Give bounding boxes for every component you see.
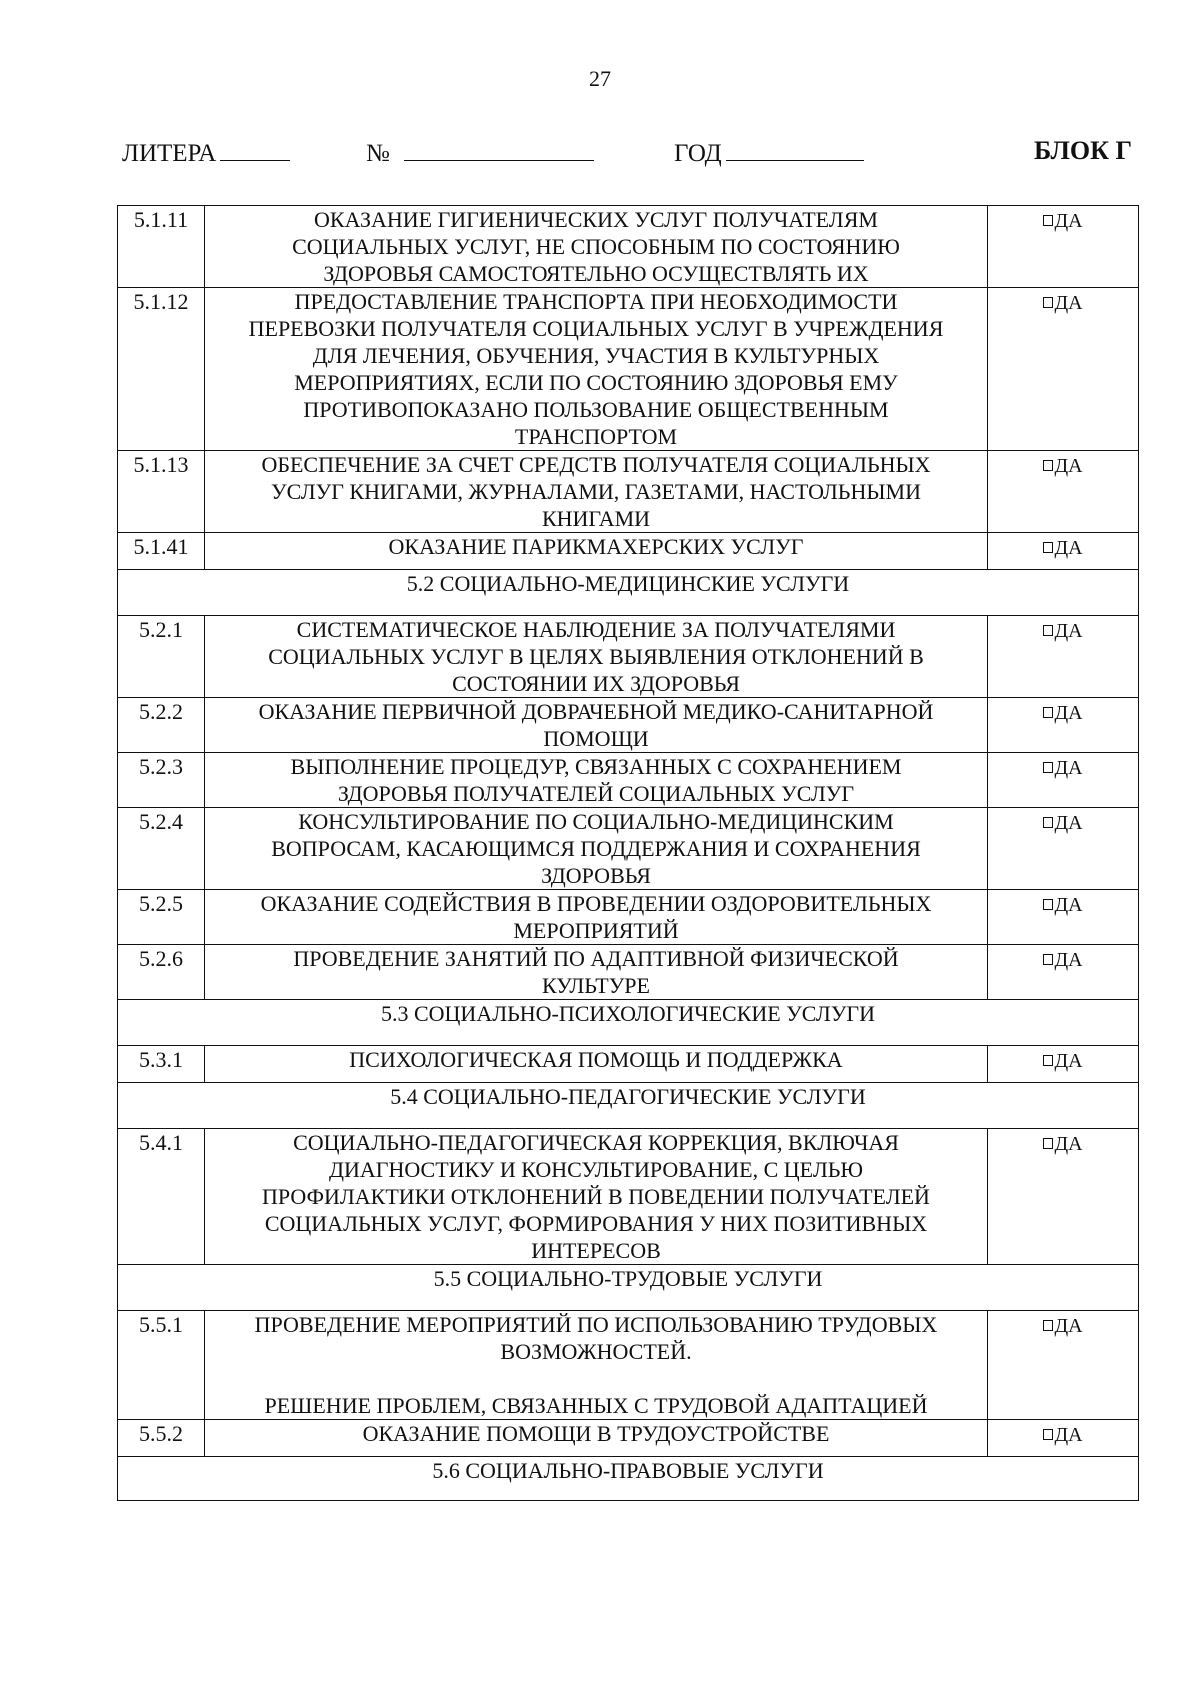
service-description: [205, 1129, 988, 1265]
yes-checkbox-cell[interactable]: [988, 890, 1139, 945]
service-code: 5.1.13: [118, 451, 205, 533]
yes-label: ДА: [1054, 949, 1083, 971]
yes-checkbox-cell[interactable]: [988, 616, 1139, 698]
service-code: 5.2.3: [118, 753, 205, 808]
description-line: ДИАГНОСТИКУ И КОНСУЛЬТИРОВАНИЕ, С ЦЕЛЬЮ: [328, 1157, 863, 1182]
checkbox-square-icon[interactable]: [1043, 1429, 1053, 1440]
yes-checkbox-cell[interactable]: [988, 533, 1139, 570]
service-row: [118, 890, 1139, 945]
block-label: БЛОК Г: [1033, 136, 1132, 165]
litera-label: ЛИТЕРА: [122, 140, 217, 167]
section-title: 5.3 СОЦИАЛЬНО-ПСИХОЛОГИЧЕСКИЕ УСЛУГИ: [118, 1000, 1139, 1046]
section-row: [118, 570, 1139, 616]
yes-label: ДА: [1054, 292, 1083, 314]
description-line: ЗДОРОВЬЯ: [541, 863, 651, 888]
description-gap: [211, 1365, 981, 1392]
section-title: 5.2 СОЦИАЛЬНО-МЕДИЦИНСКИЕ УСЛУГИ: [118, 570, 1139, 616]
service-row: [118, 616, 1139, 698]
litera-blank: [220, 136, 290, 161]
description-line: ЗДОРОВЬЯ ПОЛУЧАТЕЛЕЙ СОЦИАЛЬНЫХ УСЛУГ: [337, 781, 855, 806]
description-line: СИСТЕМАТИЧЕСКОЕ НАБЛЮДЕНИЕ ЗА ПОЛУЧАТЕЛЯМИ: [296, 617, 896, 642]
service-description: [205, 206, 988, 288]
page-number: 27: [589, 66, 611, 91]
description-line: ВЫПОЛНЕНИЕ ПРОЦЕДУР, СВЯЗАННЫХ С СОХРАНЕНИЕМ: [290, 754, 902, 779]
checkbox-square-icon[interactable]: [1043, 817, 1053, 828]
service-row: [118, 288, 1139, 451]
description-line: ПЕРЕВОЗКИ ПОЛУЧАТЕЛЯ СОЦИАЛЬНЫХ УСЛУГ В УЧРЕЖДЕНИЯ: [248, 316, 944, 341]
service-code: 5.5.2: [118, 1420, 205, 1457]
description-line: ИНТЕРЕСОВ: [531, 1238, 661, 1263]
service-description: [205, 533, 988, 570]
section-title: 5.4 СОЦИАЛЬНО-ПЕДАГОГИЧЕСКИЕ УСЛУГИ: [118, 1083, 1139, 1129]
service-code: 5.1.41: [118, 533, 205, 570]
yes-label: ДА: [1054, 1315, 1083, 1337]
service-row: [118, 451, 1139, 533]
checkbox-square-icon[interactable]: [1043, 460, 1053, 471]
service-description: [205, 698, 988, 753]
description-line: МЕРОПРИЯТИЯХ, ЕСЛИ ПО СОСТОЯНИЮ ЗДОРОВЬЯ ЕМУ: [294, 370, 898, 395]
yes-checkbox-cell[interactable]: [988, 288, 1139, 451]
service-code: 5.2.6: [118, 945, 205, 1000]
service-description: [205, 1420, 988, 1457]
service-row: [118, 945, 1139, 1000]
section-row: [118, 1083, 1139, 1129]
description-line: ОБЕСПЕЧЕНИЕ ЗА СЧЕТ СРЕДСТВ ПОЛУЧАТЕЛЯ СОЦИАЛЬНЫХ: [261, 452, 931, 477]
yes-checkbox-cell[interactable]: [988, 206, 1139, 288]
description-line: ОКАЗАНИЕ ПОМОЩИ В ТРУДОУСТРОЙСТВЕ: [362, 1421, 830, 1446]
checkbox-square-icon[interactable]: [1043, 954, 1053, 965]
description-line: УСЛУГ КНИГАМИ, ЖУРНАЛАМИ, ГАЗЕТАМИ, НАСТОЛЬНЫМИ: [271, 479, 921, 504]
service-row: [118, 753, 1139, 808]
service-code: 5.2.1: [118, 616, 205, 698]
description-line: КНИГАМИ: [541, 506, 651, 531]
year-label: ГОД: [674, 140, 722, 167]
checkbox-square-icon[interactable]: [1043, 899, 1053, 910]
checkbox-square-icon[interactable]: [1043, 762, 1053, 773]
yes-label: ДА: [1054, 620, 1083, 642]
yes-checkbox-cell[interactable]: [988, 1420, 1139, 1457]
yes-label: ДА: [1054, 210, 1083, 232]
yes-checkbox-cell[interactable]: [988, 945, 1139, 1000]
checkbox-square-icon[interactable]: [1043, 625, 1053, 636]
description-line: ОКАЗАНИЕ ГИГИЕНИЧЕСКИХ УСЛУГ ПОЛУЧАТЕЛЯМ: [314, 207, 878, 232]
yes-checkbox-cell[interactable]: [988, 451, 1139, 533]
section-title: 5.6 СОЦИАЛЬНО-ПРАВОВЫЕ УСЛУГИ: [118, 1457, 1139, 1501]
service-row: [118, 808, 1139, 890]
description-line: СОЦИАЛЬНЫХ УСЛУГ, НЕ СПОСОБНЫМ ПО СОСТОЯНИЮ: [292, 234, 900, 259]
service-code: 5.2.5: [118, 890, 205, 945]
service-description: [205, 890, 988, 945]
service-row: [118, 1420, 1139, 1457]
number-field: [366, 136, 594, 168]
yes-label: ДА: [1054, 1424, 1083, 1446]
checkbox-square-icon[interactable]: [1043, 297, 1053, 308]
description-line: ПСИХОЛОГИЧЕСКАЯ ПОМОЩЬ И ПОДДЕРЖКА: [349, 1047, 843, 1072]
yes-label: ДА: [1054, 757, 1083, 779]
year-blank: [726, 136, 864, 161]
service-description: [205, 945, 988, 1000]
service-code: 5.1.11: [118, 206, 205, 288]
yes-checkbox-cell[interactable]: [988, 1129, 1139, 1265]
description-line: КУЛЬТУРЕ: [542, 973, 650, 998]
number-label: №: [366, 140, 390, 167]
yes-label: ДА: [1054, 702, 1083, 724]
description-line: ПРОВЕДЕНИЕ МЕРОПРИЯТИЙ ПО ИСПОЛЬЗОВАНИЮ ТРУДОВЫХ: [254, 1312, 938, 1337]
service-description: [205, 451, 988, 533]
description-line: ОКАЗАНИЕ ПЕРВИЧНОЙ ДОВРАЧЕБНОЙ МЕДИКО-САНИТАРНОЙ: [258, 699, 934, 724]
service-code: 5.3.1: [118, 1046, 205, 1083]
document-header: [122, 136, 1132, 170]
description-line: ПРОТИВОПОКАЗАНО ПОЛЬЗОВАНИЕ ОБЩЕСТВЕННЫМ: [303, 397, 889, 422]
service-code: 5.1.12: [118, 288, 205, 451]
description-line: СОЦИАЛЬНО-ПЕДАГОГИЧЕСКАЯ КОРРЕКЦИЯ, ВКЛЮЧАЯ: [293, 1130, 899, 1155]
description-line: СОЦИАЛЬНЫХ УСЛУГ В ЦЕЛЯХ ВЫЯВЛЕНИЯ ОТКЛОНЕНИЙ В: [268, 644, 924, 669]
service-row: [118, 1311, 1139, 1420]
checkbox-square-icon[interactable]: [1043, 1055, 1053, 1066]
description-line: МЕРОПРИЯТИЙ: [513, 918, 679, 943]
service-description: [205, 808, 988, 890]
year-field: [674, 136, 864, 168]
section-row: [118, 1457, 1139, 1501]
description-line: ТРАНСПОРТОМ: [514, 424, 678, 449]
description-line: ОКАЗАНИЕ ПАРИКМАХЕРСКИХ УСЛУГ: [388, 534, 804, 559]
description-line: ПРОФИЛАКТИКИ ОТКЛОНЕНИЙ В ПОВЕДЕНИИ ПОЛУЧАТЕЛЕЙ: [262, 1184, 930, 1209]
service-description: [205, 616, 988, 698]
description-line: ДЛЯ ЛЕЧЕНИЯ, ОБУЧЕНИЯ, УЧАСТИЯ В КУЛЬТУРНЫХ: [312, 343, 880, 368]
checkbox-square-icon[interactable]: [1043, 215, 1053, 226]
service-row: [118, 533, 1139, 570]
checkbox-square-icon[interactable]: [1043, 1320, 1053, 1331]
service-row: [118, 206, 1139, 288]
service-description: [205, 1046, 988, 1083]
yes-checkbox-cell[interactable]: [988, 753, 1139, 808]
service-code: 5.2.2: [118, 698, 205, 753]
section-row: [118, 1265, 1139, 1311]
section-row: [118, 1000, 1139, 1046]
service-row: [118, 1046, 1139, 1083]
description-line: ПРОВЕДЕНИЕ ЗАНЯТИЙ ПО АДАПТИВНОЙ ФИЗИЧЕСКОЙ: [293, 946, 899, 971]
yes-label: ДА: [1054, 894, 1083, 916]
section-title: 5.5 СОЦИАЛЬНО-ТРУДОВЫЕ УСЛУГИ: [118, 1265, 1139, 1311]
yes-label: ДА: [1054, 812, 1083, 834]
yes-label: ДА: [1054, 537, 1083, 559]
service-description: [205, 288, 988, 451]
yes-label: ДА: [1054, 1133, 1083, 1155]
description-line: ВОЗМОЖНОСТЕЙ.: [500, 1339, 692, 1364]
yes-checkbox-cell[interactable]: [988, 808, 1139, 890]
description-line: ПРЕДОСТАВЛЕНИЕ ТРАНСПОРТА ПРИ НЕОБХОДИМОСТИ: [294, 289, 898, 314]
service-code: 5.4.1: [118, 1129, 205, 1265]
description-line: ОКАЗАНИЕ СОДЕЙСТВИЯ В ПРОВЕДЕНИИ ОЗДОРОВИТЕЛЬНЫХ: [260, 891, 932, 916]
checkbox-square-icon[interactable]: [1043, 542, 1053, 553]
description-line: ЗДОРОВЬЯ САМОСТОЯТЕЛЬНО ОСУЩЕСТВЛЯТЬ ИХ: [323, 261, 869, 286]
yes-label: ДА: [1054, 1050, 1083, 1072]
service-description: [205, 1311, 988, 1420]
description-line: ПОМОЩИ: [543, 726, 649, 751]
service-description: [205, 753, 988, 808]
description-line: КОНСУЛЬТИРОВАНИЕ ПО СОЦИАЛЬНО-МЕДИЦИНСКИМ: [298, 809, 894, 834]
yes-checkbox-cell[interactable]: [988, 1046, 1139, 1083]
yes-checkbox-cell[interactable]: [988, 698, 1139, 753]
yes-label: ДА: [1054, 455, 1083, 477]
description-line: РЕШЕНИЕ ПРОБЛЕМ, СВЯЗАННЫХ С ТРУДОВОЙ АДАПТАЦИЕЙ: [264, 1393, 928, 1418]
service-row: [118, 1129, 1139, 1265]
description-line: СОСТОЯНИИ ИХ ЗДОРОВЬЯ: [452, 671, 740, 696]
description-line: ВОПРОСАМ, КАСАЮЩИМСЯ ПОДДЕРЖАНИЯ И СОХРАНЕНИЯ: [271, 836, 921, 861]
litera-field: [122, 136, 290, 168]
service-row: [118, 698, 1139, 753]
checkbox-square-icon[interactable]: [1043, 707, 1053, 718]
services-table: [117, 205, 1139, 1501]
checkbox-square-icon[interactable]: [1043, 1138, 1053, 1149]
number-blank: [404, 136, 594, 161]
description-line: СОЦИАЛЬНЫХ УСЛУГ, ФОРМИРОВАНИЯ У НИХ ПОЗИТИВНЫХ: [264, 1211, 928, 1236]
service-code: 5.5.1: [118, 1311, 205, 1420]
services-table-body: [118, 206, 1139, 1501]
service-code: 5.2.4: [118, 808, 205, 890]
yes-checkbox-cell[interactable]: [988, 1311, 1139, 1420]
